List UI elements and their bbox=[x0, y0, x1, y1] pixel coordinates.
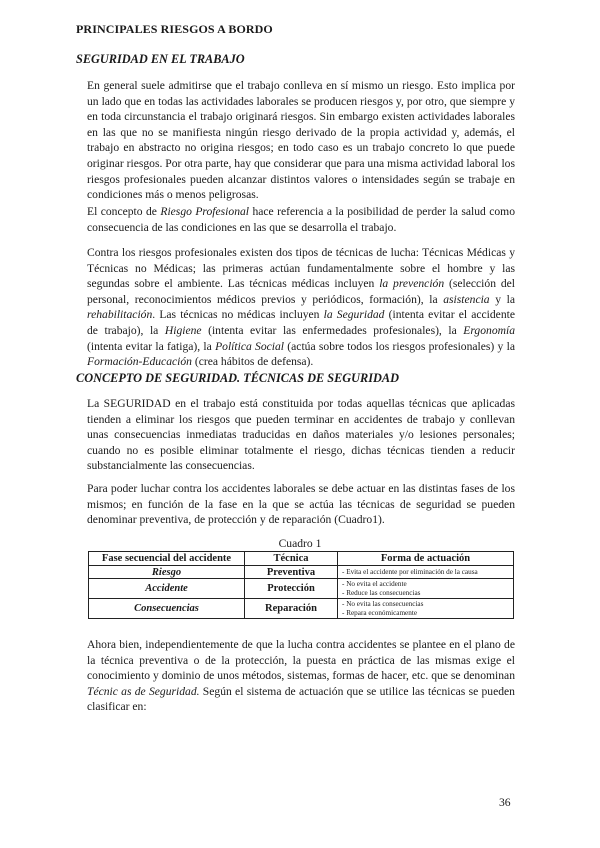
table-caption: Cuadro 1 bbox=[278, 537, 322, 550]
paragraph: Contra los riesgos profesionales existen dos tipos de técnicas de lucha: Técnicas Médicas y Técnicas no Médicas; las primeras actúan fundamentalmente sobre el hombre y las segundas sobre el ambiente. Las técnicas médicas incluyen la prevención (selección del personal, reconocimientos médicos previos y periódicos, formación), la asistencia y la rehabilitación. Las técnicas no médicas incluyen la Seguridad (intenta evitar el accidente de trabajo), la Higiene (intenta evitar las enfermedades profesionales), la Ergonomía (intenta evitar la fatiga), la Política Social (actúa sobre todos los riesgos profesionales) y la Formación-Educación (crea hábitos de defensa). bbox=[87, 246, 516, 369]
forma-line: - Evita el accidente por eliminación de la causa bbox=[342, 567, 478, 576]
section-heading-concepto-seguridad: CONCEPTO DE SEGURIDAD. TÉCNICAS DE SEGURIDAD bbox=[76, 371, 399, 385]
forma-cell bbox=[338, 599, 514, 619]
fase-cell: Consecuencias bbox=[89, 599, 245, 619]
page-number: 36 bbox=[499, 796, 511, 809]
paragraph: Ahora bien, independientemente de que la lucha contra accidentes se plantee en el plano de la técnica preventiva o de la protección, la puesta en práctica de las mismas exige el conocimiento y dominio de unos métodos, sistemas, formas de hacer, etc. que se denominan Técnic as de Seguridad. Según el sistema de actuación que se utilice las técnicas se pueden clasificar en: bbox=[87, 638, 515, 714]
tecnica-cell: Reparación bbox=[245, 599, 338, 619]
forma-line: - Repara económicamente bbox=[342, 608, 418, 617]
tecnica-cell: Preventiva bbox=[245, 566, 338, 579]
column-header: Fase secuencial del accidente bbox=[89, 552, 245, 566]
section-heading-seguridad-trabajo: SEGURIDAD EN EL TRABAJO bbox=[76, 52, 245, 66]
paragraph: La SEGURIDAD en el trabajo está constituida por todas aquellas técnicas que aplicadas tienden a eliminar los riesgos que pueden terminar en accidentes de trabajo y conllevan unas consecuencias inmediatas traducidas en daños materiales y/o lesiones personales; cuando no es posible eliminar totalmente el riesgo, dichas técnicas tienden a reducir substancialmente las consecuencias. bbox=[87, 397, 515, 473]
column-header: Forma de actuación bbox=[338, 552, 514, 566]
tecnica-cell: Protección bbox=[245, 579, 338, 599]
paragraph: Para poder luchar contra los accidentes laborales se debe actuar en las distintas fases de los mismos; en función de la fase en la que se actúa las técnicas de seguridad se pueden denominar preventiva, de protección y de reparación (Cuadro1). bbox=[87, 482, 515, 527]
paragraph: En general suele admitirse que el trabajo conlleva en sí mismo un riesgo. Esto implica por un lado que en todas las actividades laborales se producen riesgos y, por otro, que siempre y en toda circunstancia el trabajo originará riesgos. Sin embargo existen actividades laborales en las que no se manifiesta ningún riesgo derivado de la propia actividad y, además, el trabajo en abstracto no origina riesgos; en todo caso es un trabajo concreto lo que puede originar riesgos. Por otra parte, hay que considerar que para una misma actividad laboral los riesgos profesionales pueden alcanzar distintos valores o intensidades según se trabaje en condiciones más o menos peligrosas. bbox=[87, 79, 515, 202]
paragraph: El concepto de Riesgo Profesional hace referencia a la posibilidad de perder la salud como consecuencia de las condiciones en las que se desarrolla el trabajo. bbox=[87, 205, 515, 234]
forma-line: - Reduce las consecuencias bbox=[342, 588, 421, 597]
fase-cell: Riesgo bbox=[89, 566, 245, 579]
column-header: Técnica bbox=[245, 552, 338, 566]
forma-cell bbox=[338, 566, 514, 579]
cuadro-table bbox=[88, 551, 514, 619]
forma-line: - No evita las consecuencias bbox=[342, 599, 424, 608]
forma-line: - No evita el accidente bbox=[342, 579, 407, 588]
table-row bbox=[89, 566, 514, 579]
forma-cell bbox=[338, 579, 514, 599]
table-header-row bbox=[89, 552, 514, 566]
table-row bbox=[89, 579, 514, 599]
table-row bbox=[89, 599, 514, 619]
fase-cell: Accidente bbox=[89, 579, 245, 599]
page-title: PRINCIPALES RIESGOS A BORDO bbox=[76, 22, 273, 36]
